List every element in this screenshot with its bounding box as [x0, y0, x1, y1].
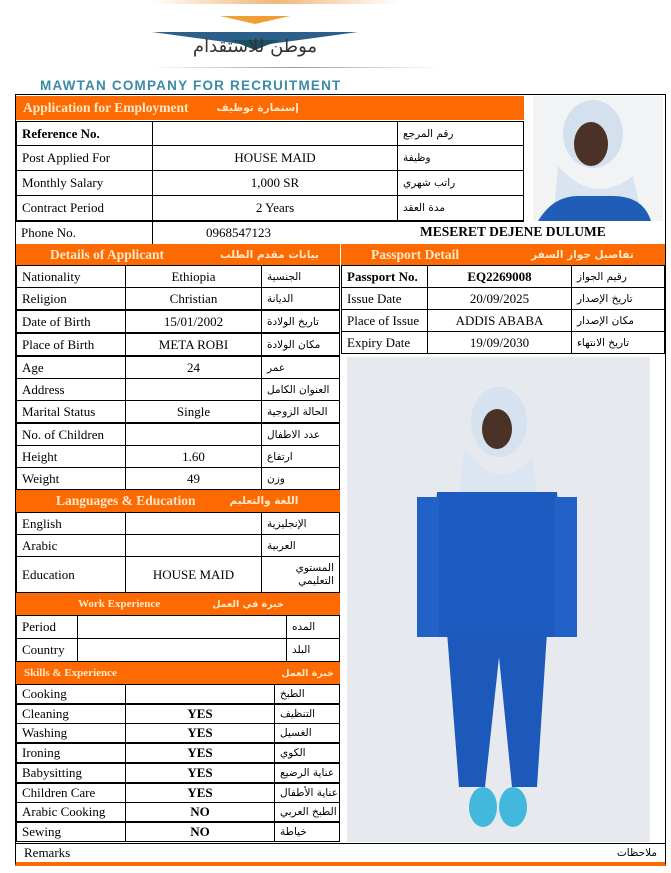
period-value: [77, 615, 287, 639]
post-value: HOUSE MAID: [152, 145, 398, 171]
details-title: Details of Applicant: [50, 246, 165, 262]
skill-value: YES: [125, 743, 275, 763]
detail-value: 49: [125, 467, 262, 490]
details-title-ar: بيانات مقدم الطلب: [220, 248, 319, 261]
languages-header: [16, 490, 340, 512]
skill-label-ar: الغسيل: [274, 723, 340, 743]
education-label-ar: المستوي التعليمي: [261, 556, 340, 593]
issue-date-label-ar: تاريخ الإصدار: [571, 287, 665, 310]
detail-label-ar: العنوان الكامل: [261, 378, 340, 401]
logo-arabic-text: موطن للاستقدام: [192, 36, 318, 57]
period-label: Period: [16, 615, 78, 639]
expiry-date-value: 19/09/2030: [427, 331, 572, 354]
contract-value: 2 Years: [152, 195, 398, 221]
expiry-date-label: Expiry Date: [341, 331, 428, 354]
issue-date-value: 20/09/2025: [427, 287, 572, 310]
application-title: Application for Employment: [23, 100, 189, 115]
skill-value: YES: [125, 783, 275, 803]
skill-value: YES: [125, 704, 275, 724]
skill-label: Sewing: [16, 822, 126, 842]
skill-label: Ironing: [16, 743, 126, 763]
reference-label-ar: رقم المرجع: [397, 121, 524, 146]
skill-label-ar: الطبخ العربي: [274, 802, 340, 822]
detail-label-ar: عمر: [261, 356, 340, 379]
detail-label-ar: وزن: [261, 467, 340, 490]
education-label: Education: [16, 556, 126, 593]
english-value: [125, 512, 262, 535]
detail-label-ar: الجنسية: [261, 265, 340, 288]
languages-title: Languages & Education: [56, 493, 196, 508]
place-of-issue-label: Place of Issue: [341, 309, 428, 332]
skill-value: NO: [125, 822, 275, 842]
skill-value: YES: [125, 723, 275, 743]
application-title-ar: إستمارة توظيف: [216, 102, 299, 114]
arabic-value: [125, 534, 262, 557]
salary-label-ar: راتب شهري: [397, 170, 524, 196]
skill-label-ar: خياطة: [274, 822, 340, 842]
skill-value: [125, 684, 275, 704]
country-label-ar: البلد: [286, 638, 340, 662]
arabic-label-ar: العربية: [261, 534, 340, 557]
place-of-issue-value: ADDIS ABABA: [427, 309, 572, 332]
remarks-label-ar: ملاحظات: [616, 847, 657, 859]
skill-label-ar: الكوي: [274, 743, 340, 763]
contract-label-ar: مدة العقد: [397, 195, 524, 221]
detail-label: Place of Birth: [16, 333, 126, 356]
detail-value: [125, 378, 262, 401]
skill-label: Washing: [16, 723, 126, 743]
passport-no-label-ar: رقيم الجواز: [571, 265, 665, 288]
detail-label-ar: ارتفاع: [261, 445, 340, 468]
detail-label: Address: [16, 378, 126, 401]
languages-title-ar: اللغة والتعليم: [229, 495, 299, 507]
reference-value: [152, 121, 398, 146]
period-label-ar: المده: [286, 615, 340, 639]
applicant-name: MESERET DEJENE DULUME: [420, 224, 606, 239]
skill-label: Arabic Cooking: [16, 802, 126, 822]
skill-label: Children Care: [16, 783, 126, 803]
skill-label: Cleaning: [16, 704, 126, 724]
skill-label-ar: التنظيف: [274, 704, 340, 724]
remarks-row-border: [16, 843, 665, 844]
application-header: [16, 96, 524, 120]
work-title-ar: خبرة في العمل: [212, 598, 284, 610]
salary-value: 1,000 SR: [152, 170, 398, 196]
work-header: [16, 593, 340, 615]
skills-header: [16, 662, 340, 684]
phone-row-border: [16, 221, 524, 222]
detail-label-ar: تاريخ الولادة: [261, 310, 340, 333]
applicant-full-body-photo: [347, 357, 650, 842]
passport-no-value: EQ2269008: [427, 265, 572, 288]
english-label: English: [16, 512, 126, 535]
applicant-portrait-photo: [533, 96, 663, 221]
detail-label: Marital Status: [16, 400, 126, 423]
phone-label: Phone No.: [16, 222, 153, 244]
post-label: Post Applied For: [16, 145, 153, 171]
detail-value: Ethiopia: [125, 265, 262, 288]
detail-value: 1.60: [125, 445, 262, 468]
details-header: [16, 244, 340, 265]
logo-top-bar: [150, 0, 400, 4]
detail-label: Weight: [16, 467, 126, 490]
detail-label-ar: الديانة: [261, 287, 340, 310]
passport-title: Passport Detail: [371, 246, 460, 262]
phone-value: 0968547123: [206, 225, 271, 240]
detail-label-ar: عدد الاطفال: [261, 423, 340, 446]
skills-title: Skills & Experience: [24, 667, 117, 679]
detail-value: Single: [125, 400, 262, 423]
detail-value: 15/01/2002: [125, 310, 262, 333]
country-label: Country: [16, 638, 78, 662]
detail-value: META ROBI: [125, 333, 262, 356]
company-name: MAWTAN COMPANY FOR RECRUITMENT: [40, 78, 342, 93]
detail-value: [125, 423, 262, 446]
detail-label: Age: [16, 356, 126, 379]
contract-label: Contract Period: [16, 195, 153, 221]
skill-label-ar: عناية الرضيع: [274, 763, 340, 783]
detail-label: No. of Children: [16, 423, 126, 446]
reference-label: Reference No.: [16, 121, 153, 146]
country-value: [77, 638, 287, 662]
passport-no-label: Passport No.: [341, 265, 428, 288]
logo-divider: [150, 67, 440, 68]
skill-label-ar: الطبخ: [274, 684, 340, 704]
skill-value: YES: [125, 763, 275, 783]
arabic-label: Arabic: [16, 534, 126, 557]
detail-label: Height: [16, 445, 126, 468]
skill-label: Babysitting: [16, 763, 126, 783]
detail-value: 24: [125, 356, 262, 379]
issue-date-label: Issue Date: [341, 287, 428, 310]
place-of-issue-label-ar: مكان الإصدار: [571, 309, 665, 332]
skill-value: NO: [125, 802, 275, 822]
english-label-ar: الإنجليزية: [261, 512, 340, 535]
passport-header: [341, 244, 665, 265]
salary-label: Monthly Salary: [16, 170, 153, 196]
detail-label-ar: مكان الولادة: [261, 333, 340, 356]
skill-label-ar: عناية الأطفال: [274, 783, 340, 803]
post-label-ar: وظيفة: [397, 145, 524, 171]
education-value: HOUSE MAID: [125, 556, 262, 593]
expiry-date-label-ar: تاريخ الانتهاء: [571, 331, 665, 354]
detail-label: Nationality: [16, 265, 126, 288]
work-title: Work Experience: [78, 598, 161, 610]
detail-label-ar: الحالة الزوجية: [261, 400, 340, 423]
detail-value: Christian: [125, 287, 262, 310]
detail-label: Date of Birth: [16, 310, 126, 333]
remarks-label: Remarks: [24, 845, 71, 860]
skill-label: Cooking: [16, 684, 126, 704]
passport-title-ar: تفاصيل جواز السفر: [531, 248, 634, 261]
skills-title-ar: خبرة العمل: [281, 667, 334, 679]
detail-label: Religion: [16, 287, 126, 310]
